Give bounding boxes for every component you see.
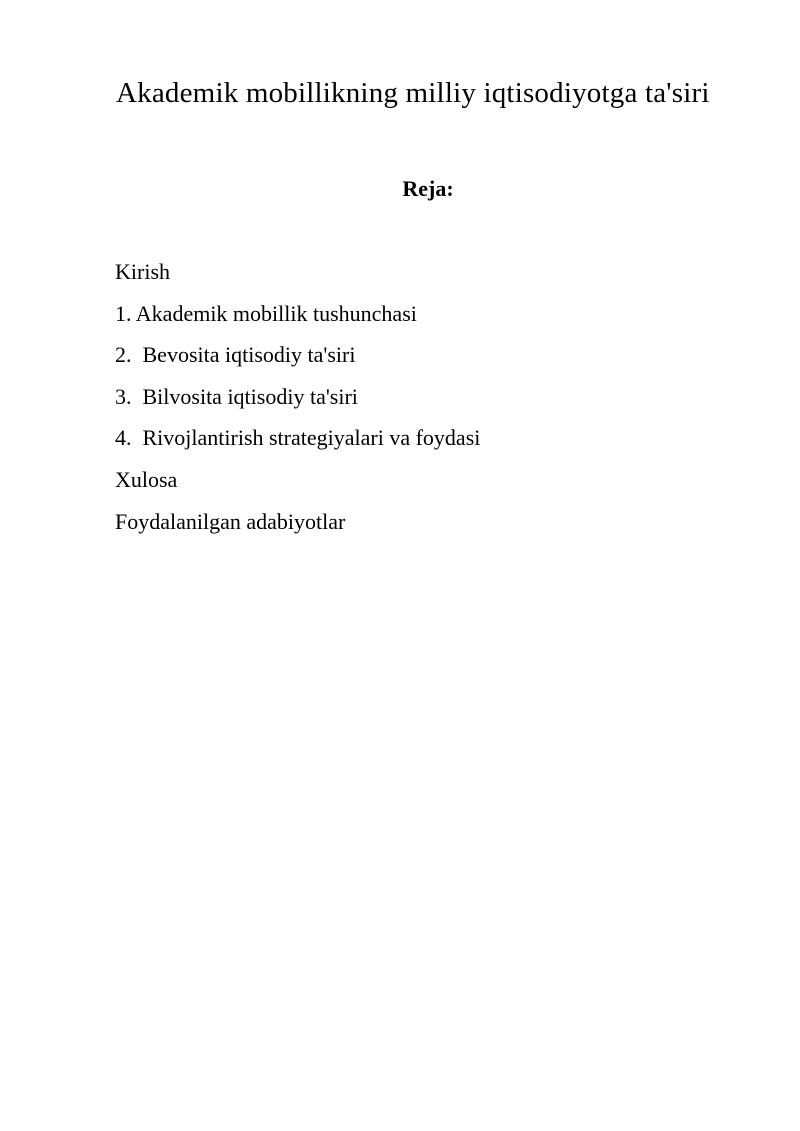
plan-list: [115, 258, 480, 549]
document-title: Akademik mobillikning milliy iqtisodiyotga ta'siri: [116, 77, 710, 109]
plan-item-2: 2. Bevosita iqtisodiy ta'siri: [115, 342, 356, 368]
plan-heading: Reja:: [402, 176, 454, 201]
plan-item-conclusion: Xulosa: [115, 466, 178, 492]
plan-item-introduction: Kirish: [115, 259, 170, 284]
plan-item-3: 3. Bilvosita iqtisodiy ta'siri: [115, 383, 358, 409]
plan-item-1: 1. Akademik mobillik tushunchasi: [115, 300, 417, 326]
plan-item-4: 4. Rivojlantirish strategiyalari va foydasi: [115, 425, 481, 451]
plan-item-references: Foydalanilgan adabiyotlar: [115, 508, 346, 534]
